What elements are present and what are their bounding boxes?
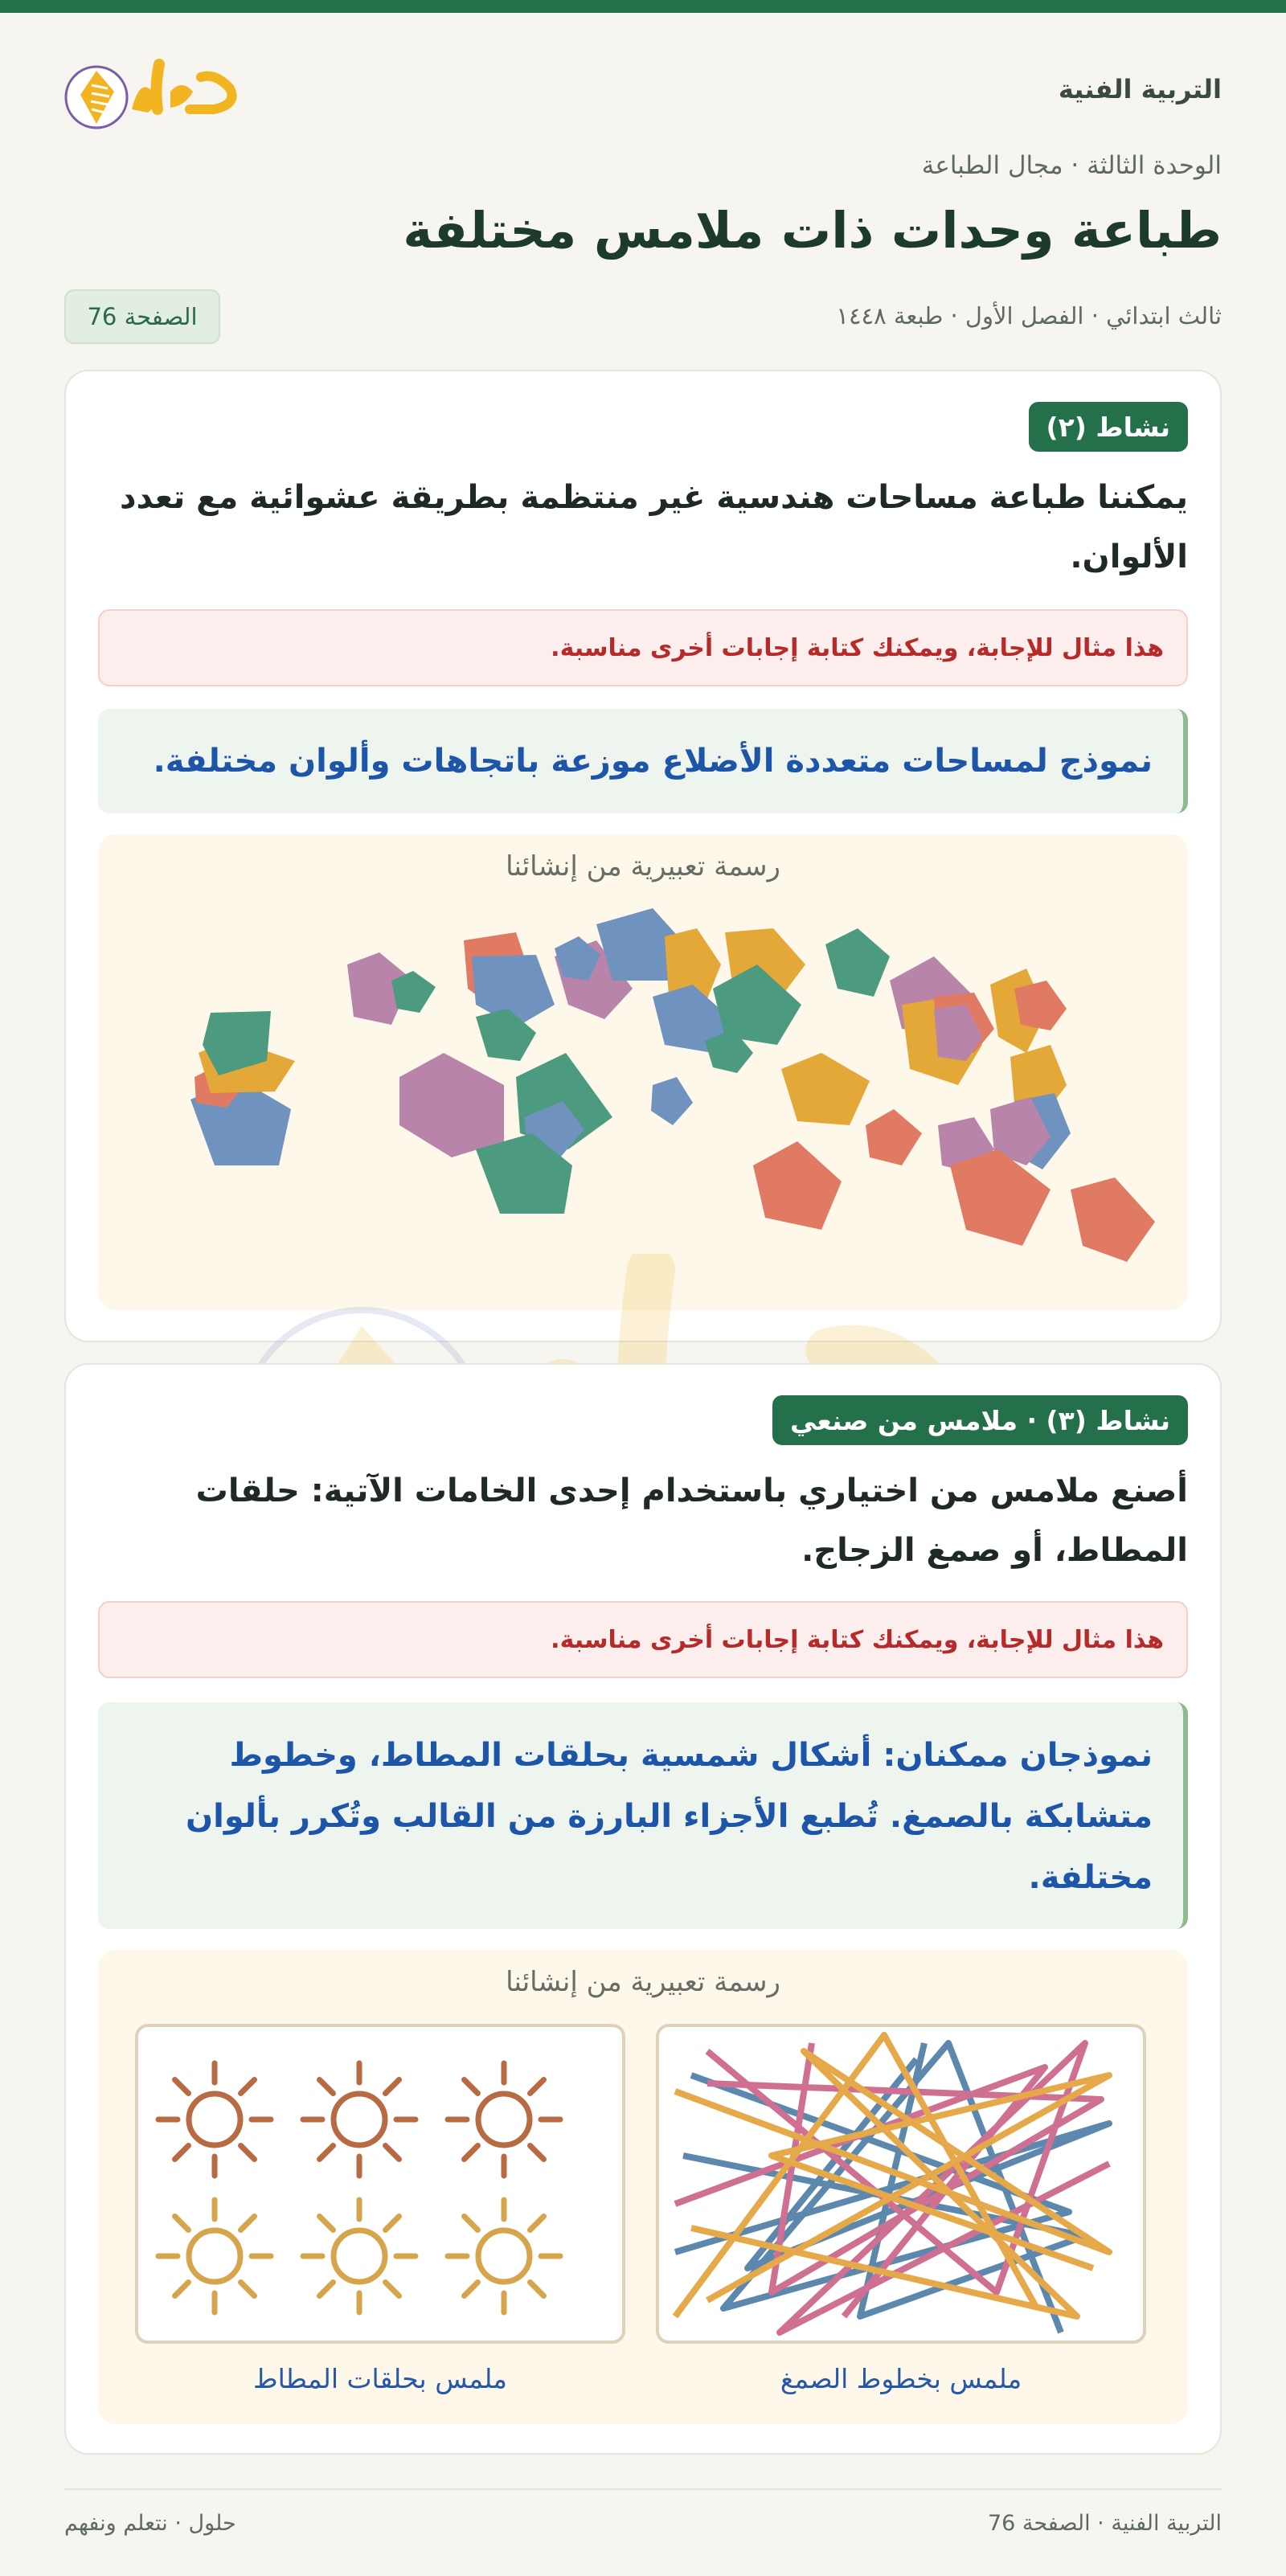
activity-3-answer-note: هذا مثال للإجابة، ويمكنك كتابة إجابات أخرى مناسبة. <box>98 1601 1188 1678</box>
activity-3-figure-caption: رسمة تعبيرية من إنشائنا <box>506 1966 780 1998</box>
polygon-shape <box>825 928 890 997</box>
activity-2-card <box>64 370 1222 1342</box>
sun-ring-print <box>158 2200 271 2312</box>
polygon-shape <box>651 1077 693 1125</box>
rubber-rings-illustration <box>138 2027 622 2341</box>
sun-ring-print <box>303 2200 416 2312</box>
activity-2-prompt: يمكننا طباعة مساحات هندسية غير منتظمة بطريقة عشوائية مع تعدد الألوان. <box>119 479 1188 575</box>
rubber-rings-panel <box>135 2024 625 2344</box>
activity-3-figure <box>98 1950 1188 2424</box>
footer-divider <box>64 2488 1222 2490</box>
activity-2-figure-caption: رسمة تعبيرية من إنشائنا <box>506 850 780 883</box>
top-accent-bar <box>0 0 1286 13</box>
polygon-shape <box>1071 1177 1155 1262</box>
activity-3-answer: نموذجان ممكنان: أشكال شمسية بحلقات المطاط، وخطوط متشابكة بالصمغ. تُطبع الأجزاء البارزة من القالب وتُكرر بألوان مختلفة. <box>98 1702 1188 1929</box>
sun-ring-print <box>448 2063 560 2176</box>
unit-subtitle: الوحدة الثالثة · مجال الطباعة <box>921 151 1222 180</box>
glue-lines-panel <box>656 2024 1146 2344</box>
page-number-badge: الصفحة 76 <box>64 289 220 344</box>
activity-2-answer: نموذج لمساحات متعددة الأضلاع موزعة باتجاهات وألوان مختلفة. <box>98 709 1188 813</box>
sun-ring-print <box>448 2200 560 2312</box>
hulul-logo <box>64 53 265 133</box>
activity-3-label: نشاط (٣) · ملامس من صنعي <box>772 1395 1188 1445</box>
sun-ring-print <box>158 2063 271 2176</box>
polygon-shape <box>866 1109 922 1165</box>
activity-2-answer-note: هذا مثال للإجابة، ويمكنك كتابة إجابات أخرى مناسبة. <box>98 609 1188 686</box>
footer-page-info: التربية الفنية · الصفحة 76 <box>987 2511 1222 2536</box>
footer-brand: حلول · نتعلم ونفهم <box>64 2511 236 2536</box>
activity-3-prompt: أصنع ملامس من اختياري باستخدام إحدى الخامات الآتية: حلقات المطاط، أو صمغ الزجاج. <box>195 1472 1188 1569</box>
grade-meta: ثالث ابتدائي · الفصل الأول · طبعة ١٤٤٨ <box>836 302 1222 330</box>
glue-lines-illustration <box>659 2027 1143 2341</box>
polygon-shape <box>399 1053 504 1157</box>
polygon-shape <box>1014 981 1067 1030</box>
rubber-rings-label: ملمس بحلقات المطاط <box>253 2363 507 2394</box>
activity-2-figure <box>98 834 1188 1310</box>
polygon-shape <box>753 1141 842 1230</box>
random-polygons-illustration <box>98 892 1188 1310</box>
activity-2-label: نشاط (٢) <box>1029 402 1188 452</box>
subject-title: التربية الفنية <box>1058 74 1222 104</box>
lesson-title: طباعة وحدات ذات ملامس مختلفة <box>403 201 1222 260</box>
polygon-shape <box>781 1053 870 1125</box>
svg-text:حلول: حلول <box>70 53 72 54</box>
logo-icon <box>64 53 265 133</box>
activity-3-card <box>64 1363 1222 2455</box>
glue-lines-label: ملمس بخطوط الصمغ <box>780 2363 1022 2394</box>
sun-ring-print <box>303 2063 416 2176</box>
